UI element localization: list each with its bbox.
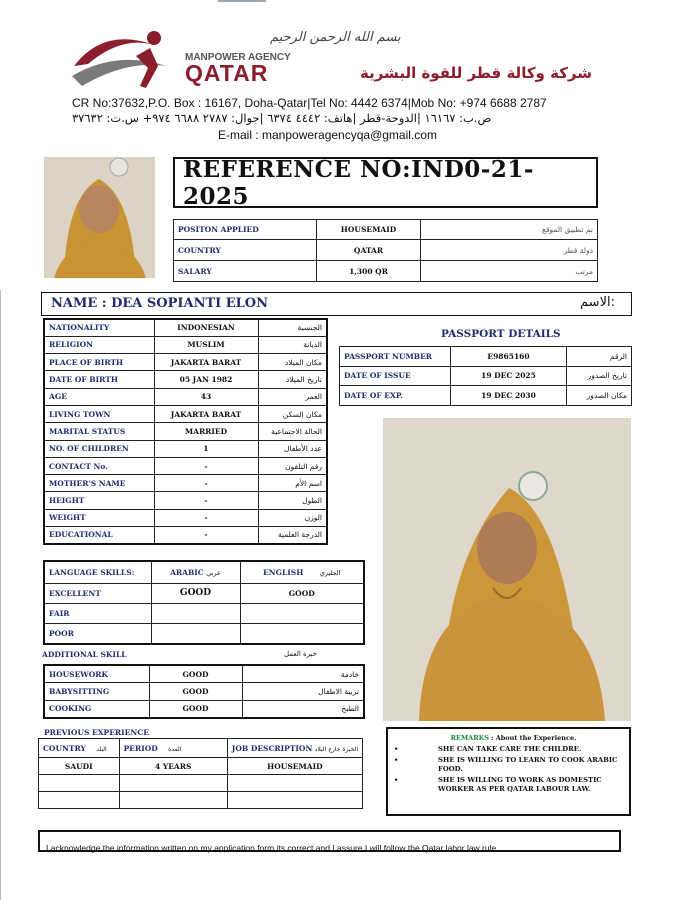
- additional-skill-title: ADDITIONAL SKILL: [42, 650, 127, 659]
- table-row: [44, 623, 364, 644]
- fair-label: FAIR: [44, 603, 151, 623]
- name-bar: [41, 292, 632, 316]
- language-skills-label: LANGUAGE SKILLS:: [44, 561, 151, 583]
- contact-arabic: ص.ب: ١٦١٦٧ |الدوحة-قطر |هاتف: ٤٤٤٢ ٦٣٧٤ |جوال: ٢٧٨٧ ٦٦٨٨ ٩٧٤+ س.ت: ٣٧٦٣٢: [72, 111, 492, 125]
- skill-value: GOOD: [149, 700, 242, 718]
- bismillah: بسم الله الرحمن الرحيم: [270, 30, 401, 45]
- table-row: [39, 758, 363, 775]
- table-row: [44, 423, 327, 440]
- table-row: [44, 683, 364, 701]
- salary-value: 1,300 QR: [317, 261, 421, 282]
- job-header-label: JOB DESCRIPTION: [231, 743, 313, 753]
- poor-label: POOR: [44, 623, 151, 644]
- contact-english: CR No:37632,P.O. Box : 16167, Doha-Qatar|Tel No: 4442 6374|Mob No: +974 6688 2787: [72, 96, 547, 110]
- skill-arabic: الطبخ: [242, 700, 364, 718]
- experience-period: [119, 775, 227, 792]
- remark-item: [394, 776, 623, 793]
- personal-value: INDONESIAN: [154, 319, 258, 336]
- country-arabic: دولة قطر: [421, 240, 598, 261]
- personal-value: MUSLIM: [154, 336, 258, 353]
- personal-value: -: [154, 457, 258, 474]
- skill-arabic: تربية الاطفال: [242, 683, 364, 701]
- personal-value: -: [154, 492, 258, 509]
- table-row: [44, 700, 364, 718]
- remarks-box: [386, 727, 631, 816]
- full-portrait-photo: [383, 418, 631, 721]
- country-value: QATAR: [317, 240, 421, 261]
- table-row: [39, 739, 363, 758]
- personal-label: WEIGHT: [44, 509, 154, 526]
- passport-table: [339, 346, 632, 406]
- english-label: ENGLISH: [263, 567, 304, 577]
- table-row: [340, 347, 632, 367]
- experience-period: 4 YEARS: [119, 758, 227, 775]
- skill-label: COOKING: [44, 700, 149, 718]
- position-label: POSITON APPLIED: [174, 220, 317, 240]
- personal-label: NATIONALITY: [44, 319, 154, 336]
- bullet-icon: •: [394, 745, 399, 753]
- personal-arabic: مكان السكن: [258, 405, 327, 422]
- reference-number: [173, 157, 598, 208]
- remarks-list: [394, 745, 623, 793]
- personal-value: MARRIED: [154, 423, 258, 440]
- bullet-icon: •: [394, 776, 399, 785]
- additional-skill-table: [43, 664, 365, 719]
- remark-text: SHE IS WILLING TO LEARN TO COOK ARABIC FOOD.: [438, 756, 618, 773]
- top-mark: [218, 0, 266, 2]
- passport-label: DATE OF ISSUE: [340, 366, 451, 386]
- personal-arabic: الجنسية: [258, 319, 327, 336]
- additional-skill-title-ar: خبرة العمل: [284, 650, 317, 658]
- remark-item: [394, 745, 623, 753]
- arabic-fair: [151, 603, 240, 623]
- remarks-subtitle: : About the Experience.: [491, 734, 577, 742]
- period-header-ar: المدة: [168, 745, 182, 753]
- table-row: [44, 354, 327, 371]
- salary-label: SALARY: [174, 261, 317, 282]
- personal-value: -: [154, 527, 258, 544]
- country-header-label: COUNTRY: [43, 743, 86, 753]
- remark-text: SHE CAN TAKE CARE THE CHILDRE.: [438, 745, 582, 753]
- table-row: [44, 603, 364, 623]
- table-row: [174, 240, 598, 261]
- agency-logo: [66, 26, 176, 96]
- table-row: [44, 371, 327, 388]
- passport-label: PASSPORT NUMBER: [340, 347, 451, 367]
- remarks-title: REMARKS: [450, 734, 489, 742]
- country-header-ar: البلد: [96, 745, 107, 753]
- english-poor: [240, 623, 364, 644]
- personal-label: DATE OF BIRTH: [44, 371, 154, 388]
- passport-details-title: PASSPORT DETAILS: [441, 328, 561, 340]
- skill-arabic: خادمة: [242, 665, 364, 683]
- personal-value: -: [154, 475, 258, 492]
- table-row: [44, 388, 327, 405]
- small-portrait-photo: [44, 157, 155, 278]
- table-row: [44, 527, 327, 544]
- table-row: [39, 775, 363, 792]
- personal-label: NO. OF CHILDREN: [44, 440, 154, 457]
- english-column-header: [240, 561, 364, 583]
- personal-arabic: الحالة الاجتماعية: [258, 423, 327, 440]
- personal-arabic: الديانة: [258, 336, 327, 353]
- experience-period: [119, 792, 227, 809]
- personal-label: PLACE OF BIRTH: [44, 354, 154, 371]
- experience-table: [38, 738, 363, 809]
- passport-value: E9865160: [451, 347, 567, 367]
- arabic-label: ARABIC: [170, 567, 204, 577]
- passport-arabic: الرقم: [567, 347, 632, 367]
- table-row: [174, 220, 598, 240]
- experience-country: [39, 775, 120, 792]
- skill-label: BABYSITTING: [44, 683, 149, 701]
- period-header: [119, 739, 227, 758]
- personal-label: AGE: [44, 388, 154, 405]
- position-arabic: تم تطبيق الموقع: [421, 220, 598, 240]
- experience-job: [227, 775, 362, 792]
- language-skills-table: [43, 560, 365, 645]
- arabic-poor: [151, 623, 240, 644]
- personal-arabic: الطول: [258, 492, 327, 509]
- country-label: COUNTRY: [174, 240, 317, 261]
- reference-text: REFERENCE NO:IND0-21-2025: [183, 155, 534, 210]
- table-row: [44, 319, 327, 336]
- passport-label: DATE OF EXP.: [340, 386, 451, 406]
- excellent-label: EXCELLENT: [44, 583, 151, 603]
- personal-value: JAKARTA BARAT: [154, 354, 258, 371]
- experience-country: SAUDI: [39, 758, 120, 775]
- period-header-label: PERIOD: [123, 743, 158, 753]
- agency-name-small: MANPOWER AGENCY: [185, 52, 291, 63]
- personal-arabic: مكان الميلاد: [258, 354, 327, 371]
- table-row: [174, 261, 598, 282]
- table-row: [44, 561, 364, 583]
- personal-arabic: العمر: [258, 388, 327, 405]
- english-fair: [240, 603, 364, 623]
- job-header: [227, 739, 362, 758]
- personal-value: 05 JAN 1982: [154, 371, 258, 388]
- personal-value: 43: [154, 388, 258, 405]
- personal-label: RELIGION: [44, 336, 154, 353]
- remarks-header: [394, 734, 623, 742]
- arabic-excellent: GOOD: [151, 583, 240, 603]
- personal-info-table: [43, 318, 328, 545]
- acknowledgement-text: I acknowledge the information written on my application form its correct and I assure I will follow the Qatar labor law rule.: [46, 843, 499, 853]
- english-label-ar: الجليزي: [319, 568, 341, 577]
- agency-name-big: QATAR: [185, 60, 269, 86]
- experience-job: [227, 792, 362, 809]
- english-excellent: GOOD: [240, 583, 364, 603]
- personal-label: EDUCATIONAL: [44, 527, 154, 544]
- personal-label: CONTACT No.: [44, 457, 154, 474]
- personal-label: LIVING TOWN: [44, 405, 154, 422]
- position-table: [173, 219, 598, 282]
- job-header-ar: الخبرة خارج البلاد: [314, 745, 358, 753]
- table-row: [44, 583, 364, 603]
- personal-value: 1: [154, 440, 258, 457]
- personal-label: MARITAL STATUS: [44, 423, 154, 440]
- skill-value: GOOD: [149, 665, 242, 683]
- email: E-mail : manpoweragencyqa@gmail.com: [218, 128, 437, 142]
- skill-label: HOUSEWORK: [44, 665, 149, 683]
- bullet-icon: •: [394, 756, 399, 765]
- table-row: [44, 665, 364, 683]
- arabic-label-ar: عربي: [206, 568, 221, 577]
- table-row: [44, 509, 327, 526]
- personal-arabic: رقم التلفون: [258, 457, 327, 474]
- personal-arabic: عدد الأطفال: [258, 440, 327, 457]
- passport-arabic: مكان الصدور: [567, 386, 632, 406]
- table-row: [340, 386, 632, 406]
- passport-arabic: تاريخ الصدور: [567, 366, 632, 386]
- country-header: [39, 739, 120, 758]
- remark-item: [394, 756, 623, 773]
- acknowledgement-box: [38, 830, 621, 852]
- arabic-column-header: [151, 561, 240, 583]
- personal-label: HEIGHT: [44, 492, 154, 509]
- table-row: [44, 440, 327, 457]
- table-row: [44, 457, 327, 474]
- table-row: [44, 336, 327, 353]
- page-edge: [0, 290, 1, 900]
- passport-value: 19 DEC 2030: [451, 386, 567, 406]
- personal-value: -: [154, 509, 258, 526]
- personal-arabic: تاريخ الميلاد: [258, 371, 327, 388]
- table-row: [39, 792, 363, 809]
- experience-job: HOUSEMAID: [227, 758, 362, 775]
- table-row: [340, 366, 632, 386]
- agency-name-arabic: شركة وكالة قطر للقوة البشرية: [360, 64, 592, 82]
- applicant-name-arabic: الاسم:: [580, 295, 615, 310]
- salary-arabic: مرتب: [421, 261, 598, 282]
- position-value: HOUSEMAID: [317, 220, 421, 240]
- personal-arabic: الوزن: [258, 509, 327, 526]
- personal-value: JAKARTA BARAT: [154, 405, 258, 422]
- previous-experience-title: PREVIOUS EXPERIENCE: [44, 728, 149, 737]
- applicant-name: NAME : DEA SOPIANTI ELON: [51, 296, 268, 311]
- personal-arabic: الدرجة العلمية: [258, 527, 327, 544]
- passport-value: 19 DEC 2025: [451, 366, 567, 386]
- skill-value: GOOD: [149, 683, 242, 701]
- personal-label: MOTHER'S NAME: [44, 475, 154, 492]
- experience-country: [39, 792, 120, 809]
- table-row: [44, 475, 327, 492]
- table-row: [44, 405, 327, 422]
- remark-text: SHE IS WILLING TO WORK AS DOMESTIC WORKER AS PER QATAR LABOUR LAW.: [438, 776, 602, 793]
- personal-arabic: اسم الأم: [258, 475, 327, 492]
- table-row: [44, 492, 327, 509]
